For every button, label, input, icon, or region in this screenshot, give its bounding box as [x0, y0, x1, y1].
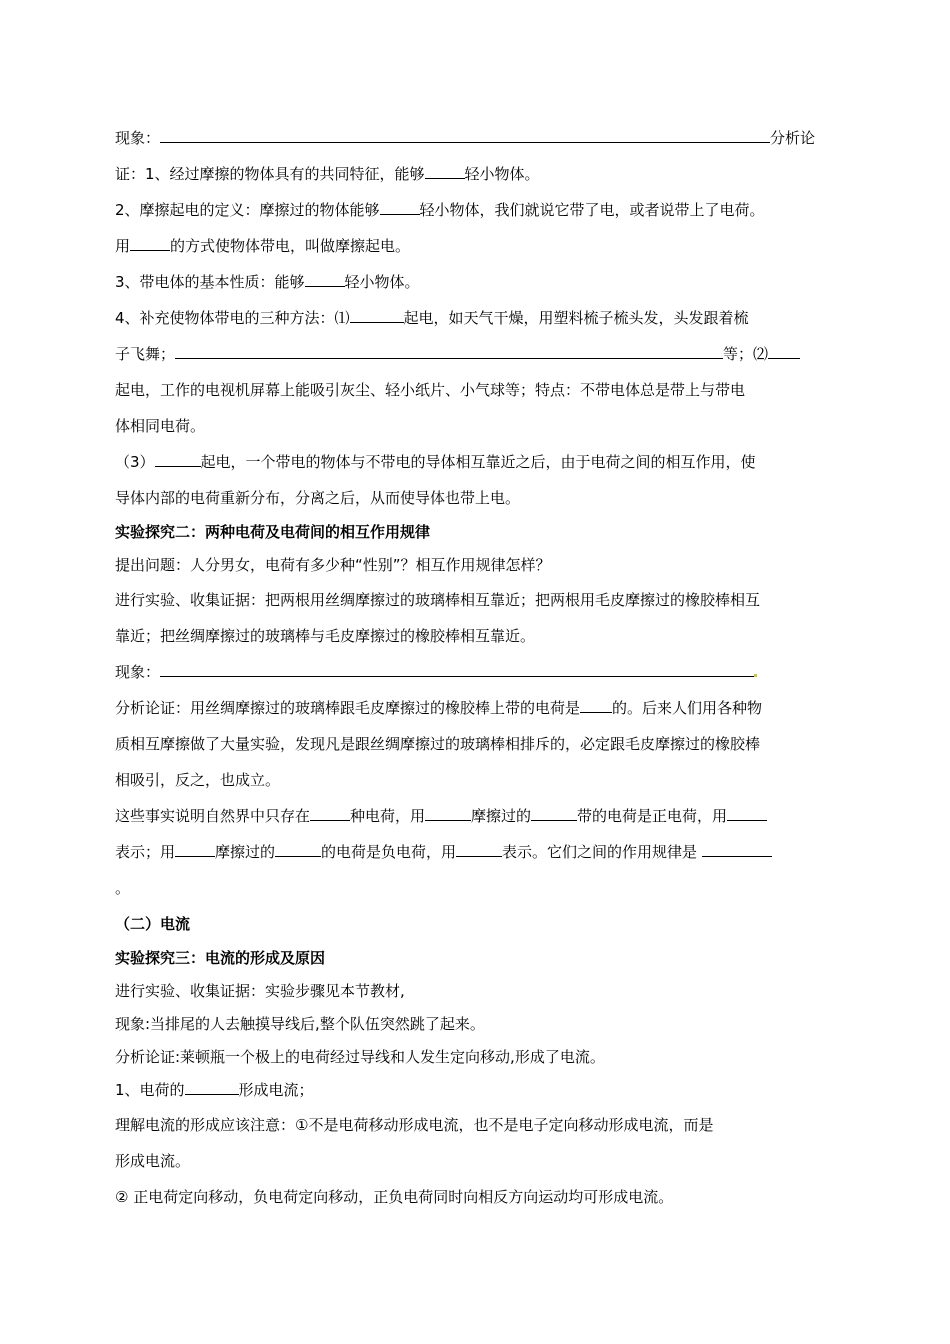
text: 相吸引，反之，也成立。 [115, 771, 281, 789]
text: 3、带电体的基本性质：能够 [115, 273, 305, 291]
methods-line-6 [115, 480, 837, 516]
facts-line-3 [115, 870, 837, 906]
text: 用 [115, 237, 131, 255]
phenomenon-line-2 [115, 654, 837, 690]
answer-blank[interactable] [305, 272, 345, 287]
mark-dot [754, 674, 757, 677]
text: 现象： [115, 663, 161, 681]
analysis-line-2 [115, 690, 837, 726]
text: 带的电荷是正电荷，用 [577, 807, 728, 825]
answer-blank[interactable] [310, 806, 350, 821]
text: 现象： [115, 129, 161, 147]
analysis-line-4 [115, 762, 837, 798]
text: 现象:当排尾的人去触摸导线后,整个队伍突然跳了起来。 [115, 1015, 485, 1033]
methods-line-5 [115, 444, 837, 480]
answer-blank[interactable] [425, 164, 465, 179]
phenomenon-line-1 [115, 120, 837, 156]
text: 起电，一个带电的物体与不带电的导体相互靠近之后，由于电荷之间的相互作用，使 [200, 453, 756, 471]
text: 体相同电荷。 [115, 417, 206, 435]
text: 进行实验、收集证据：实验步骤见本节教材, [115, 982, 405, 1000]
text: 导体内部的电荷重新分布，分离之后，从而使导体也带上电。 [115, 489, 521, 507]
text: 种电荷，用 [350, 807, 426, 825]
text: 轻小物体，我们就说它带了电，或者说带上了电荷。 [419, 201, 765, 219]
text: 质相互摩擦做了大量实验，发现凡是跟丝绸摩擦过的玻璃棒相排斥的，必定跟毛皮摩擦过的橡胶棒 [115, 735, 761, 753]
answer-blank[interactable] [456, 842, 502, 857]
experiment-line-2 [115, 618, 837, 654]
answer-blank[interactable] [380, 200, 420, 215]
text: 2、摩擦起电的定义：摩擦过的物体能够 [115, 201, 380, 219]
text: 证：1、经过摩擦的物体具有的共同特征，能够 [115, 165, 425, 183]
facts-line-1 [115, 798, 837, 834]
current-line-7 [115, 1179, 837, 1215]
text: 表示。它们之间的作用规律是 [502, 843, 698, 861]
answer-blank[interactable] [702, 842, 772, 857]
text: 形成电流。 [115, 1152, 191, 1170]
answer-blank[interactable] [130, 236, 170, 251]
text: 分析论证:莱顿瓶一个极上的电荷经过导线和人发生定向移动,形成了电流。 [115, 1048, 605, 1066]
answer-blank[interactable] [175, 842, 215, 857]
answer-blank[interactable] [175, 344, 723, 359]
analysis-line-1 [115, 156, 837, 192]
heading: （二）电流 [115, 915, 191, 933]
section-subheading-current [115, 906, 837, 942]
text: 形成电流； [238, 1081, 314, 1099]
text: 。 [115, 879, 131, 897]
text: 摩擦过的 [471, 807, 532, 825]
question-line [115, 549, 837, 582]
text: 的电荷是负电荷，用 [321, 843, 457, 861]
current-line-1 [115, 975, 837, 1008]
text: 轻小物体。 [464, 165, 540, 183]
answer-blank[interactable] [275, 842, 321, 857]
answer-blank[interactable] [155, 452, 201, 467]
answer-blank[interactable] [425, 806, 471, 821]
text: 这些事实说明自然界中只存在 [115, 807, 311, 825]
experiment-line-1 [115, 582, 837, 618]
text: 靠近；把丝绸摩擦过的玻璃棒与毛皮摩擦过的橡胶棒相互靠近。 [115, 627, 536, 645]
text: （3） [115, 453, 155, 471]
text: 的。后来人们用各种物 [612, 699, 763, 717]
property-line [115, 264, 837, 300]
methods-line-3 [115, 372, 837, 408]
text: 4、补充使物体带电的三种方法：⑴ [115, 309, 350, 327]
text: 起电，如天气干燥，用塑料梳子梳头发，头发跟着梳 [403, 309, 749, 327]
text: 起电，工作的电视机屏幕上能吸引灰尘、轻小纸片、小气球等；特点：不带电体总是带上与带电 [115, 381, 746, 399]
answer-blank[interactable] [768, 344, 800, 359]
current-line-2 [115, 1008, 837, 1041]
text: 1、电荷的 [115, 1081, 185, 1099]
heading: 实验探究二：两种电荷及电荷间的相互作用规律 [115, 523, 431, 541]
section-heading-2 [115, 516, 837, 549]
text: 等；⑵ [723, 345, 769, 363]
text: 摩擦过的 [215, 843, 276, 861]
text: ② 正电荷定向移动，负电荷定向移动，正负电荷同时向相反方向运动均可形成电流。 [115, 1188, 674, 1206]
text: 的方式使物体带电，叫做摩擦起电。 [170, 237, 411, 255]
methods-line-4 [115, 408, 837, 444]
section-heading-3 [115, 942, 837, 975]
current-line-4 [115, 1074, 837, 1107]
text: 提出问题：人分男女，电荷有多少种“性别”？相互作用规律怎样？ [115, 556, 551, 574]
facts-line-2 [115, 834, 837, 870]
methods-line-2 [115, 336, 837, 372]
text: 轻小物体。 [344, 273, 420, 291]
answer-blank[interactable] [727, 806, 767, 821]
answer-blank[interactable] [185, 1080, 239, 1095]
current-line-6 [115, 1143, 837, 1179]
methods-line-1 [115, 300, 837, 336]
text: 理解电流的形成应该注意：①不是电荷移动形成电流，也不是电子定向移动形成电流，而是 [115, 1116, 714, 1134]
answer-blank[interactable] [580, 698, 612, 713]
answer-blank[interactable] [531, 806, 577, 821]
text: 进行实验、收集证据：把两根用丝绸摩擦过的玻璃棒相互靠近；把两根用毛皮摩擦过的橡胶棒相互 [115, 591, 761, 609]
current-line-3 [115, 1041, 837, 1074]
heading: 实验探究三：电流的形成及原因 [115, 949, 326, 967]
text: 子飞舞； [115, 345, 176, 363]
analysis-line-3 [115, 726, 837, 762]
text: 分析论 [770, 129, 816, 147]
answer-blank[interactable] [160, 128, 770, 143]
definition-line [115, 192, 837, 228]
current-line-5 [115, 1107, 837, 1143]
text: 分析论证：用丝绸摩擦过的玻璃棒跟毛皮摩擦过的橡胶棒上带的电荷是 [115, 699, 581, 717]
answer-blank[interactable] [350, 308, 404, 323]
text: 表示；用 [115, 843, 176, 861]
answer-blank[interactable] [160, 662, 754, 677]
document-page [115, 120, 837, 1215]
definition-line-2 [115, 228, 837, 264]
